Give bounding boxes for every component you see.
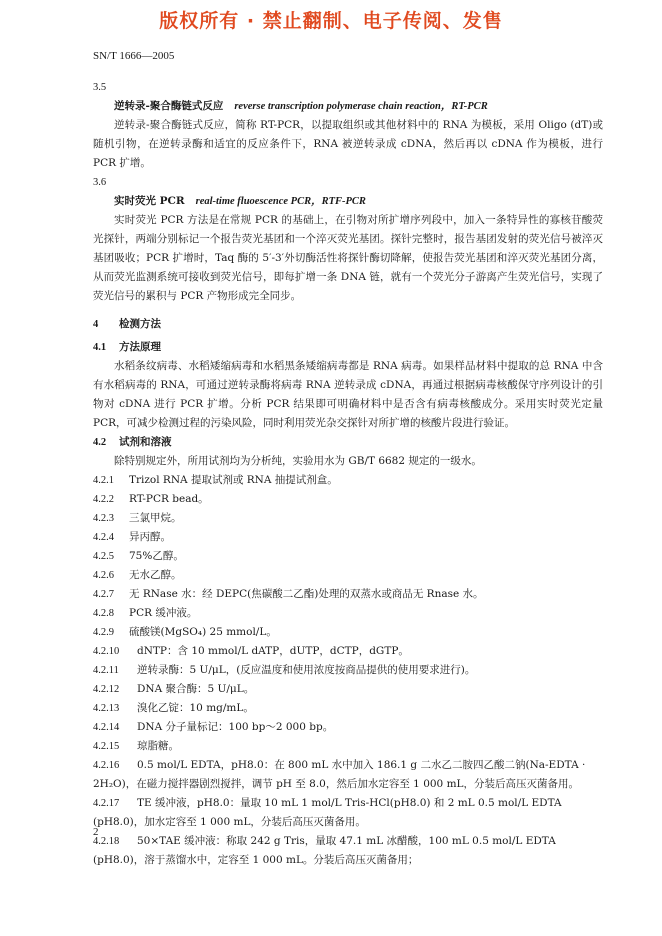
list-item	[93, 737, 603, 756]
watermark: 版权所有 · 禁止翻制、电子传阅、发售	[159, 10, 503, 32]
item-text: dNTP：含 10 mmol/L dATP，dUTP，dCTP，dGTP。	[137, 645, 409, 657]
item-text: RT-PCR bead。	[129, 493, 209, 505]
item-number: 4.2.12	[93, 684, 120, 695]
item-number: 4.2.2	[93, 494, 114, 505]
item-text: Trizol RNA 提取试剂或 RNA 抽提试剂盒。	[129, 474, 338, 486]
item-number: 4.2.11	[93, 665, 119, 676]
section-4-1-text: 水稻条纹病毒、水稻矮缩病毒和水稻黑条矮缩病毒都是 RNA 病毒。如果样品材料中提取的总 RNA 中含有水稻病毒的 RNA，可通过逆转录酶将病毒 RNA 逆转录成 cDNA，再通过根据病毒核酸保守序列设计的引物对 cDNA 进行 PCR 扩增。分析 PCR 结果即可明确材料中是否含有病毒核酸成分。采用实时荧光定量 PCR，可减少检测过程的污染风险，同时利用荧光杂交探针对所扩增的核酸片段进行验证。	[93, 360, 603, 429]
list-item	[93, 832, 603, 870]
item-text: 75%乙醇。	[129, 550, 184, 562]
item-text: 50×TAE 缓冲液：称取 242 g Tris，量取 47.1 mL 冰醋酸，100 mL 0.5 mol/L EDTA (pH8.0)，溶于蒸馏水中，定容至 1 000 mL。分装后高压灭菌备用；	[93, 835, 556, 866]
list-item	[93, 509, 603, 528]
item-number: 4.2.14	[93, 722, 120, 733]
list-item	[93, 699, 603, 718]
item-number: 4.2.17	[93, 798, 120, 809]
item-number: 4.2.18	[93, 836, 120, 847]
item-number: 4.2.13	[93, 703, 120, 714]
list-item	[93, 471, 603, 490]
section-title: 检测方法	[119, 318, 161, 330]
item-text: 无水乙醇。	[129, 569, 182, 581]
section-3-5-term	[93, 97, 603, 116]
list-item	[93, 604, 603, 623]
item-text: DNA 分子量标记：100 bp～2 000 bp。	[137, 721, 334, 733]
list-item	[93, 680, 603, 699]
item-number: 4.2.15	[93, 741, 120, 752]
section-3-6-definition: 实时荧光 PCR 方法是在常规 PCR 的基础上，在引物对所扩增序列段中，加入一条特异性的寡核苷酸荧光探针，两端分别标记一个报告荧光基团和一个淬灭荧光基团。探针完整时，报告基团发射的荧光信号被淬灭基团吸收；PCR 扩增时，Taq 酶的 5′-3′外切酶活性将探针酶切降解，使报告荧光基团和淬灭荧光基团分离，从而荧光监测系统可接收到荧光信号，即每扩增一条 DNA 链，就有一个荧光分子游离产生荧光信号，实现了荧光信号的累积与 PCR 产物形成完全同步。	[93, 214, 603, 302]
section-3-5-definition: 逆转录-聚合酶链式反应，简称 RT-PCR，以提取组织或其他材料中的 RNA 为模板，采用 Oligo (dT)或随机引物，在逆转录酶和适宜的反应条件下，RNA 被逆转录成 cDNA，然后再以 cDNA 作为模板，进行 PCR 扩增。	[93, 119, 603, 169]
section-4-2-intro: 除特别规定外，所用试剂均为分析纯，实验用水为 GB/T 6682 规定的一级水。	[114, 455, 482, 467]
section-3-6-number: 3.6	[93, 177, 107, 188]
item-text: 溴化乙锭：10 mg/mL。	[137, 702, 254, 714]
list-item	[93, 528, 603, 547]
list-item	[93, 718, 603, 737]
section-number: 4.2	[93, 437, 107, 448]
item-number: 4.2.9	[93, 627, 114, 638]
item-text: 异丙醇。	[129, 531, 171, 543]
standard-code: SN/T 1666—2005	[93, 50, 175, 62]
section-4-2-heading	[93, 433, 603, 452]
list-item	[93, 547, 603, 566]
item-text: 无 RNase 水：经 DEPC(焦碳酸二乙酯)处理的双蒸水或商品无 Rnase 水。	[129, 588, 484, 600]
reagent-list	[93, 471, 603, 870]
document-body	[93, 78, 603, 870]
item-text: 逆转录酶：5 U/μL，(反应温度和使用浓度按商品提供的使用要求进行)。	[137, 664, 476, 676]
item-text: 0.5 mol/L EDTA，pH8.0：在 800 mL 水中加入 186.1 g 二水乙二胺四乙酸二钠(Na-EDTA · 2H₂O)，在磁力搅拌器剧烈搅拌，调节 pH 至 8.0，然后加水定容至 1 000 mL，分装后高压灭菌备用。	[93, 759, 586, 790]
item-number: 4.2.6	[93, 570, 114, 581]
page-number: 2	[93, 826, 99, 838]
item-text: PCR 缓冲液。	[129, 607, 198, 619]
term-cn: 实时荧光 PCR	[114, 195, 185, 207]
item-number: 4.2.3	[93, 513, 114, 524]
item-number: 4.2.16	[93, 760, 120, 771]
list-item	[93, 756, 603, 794]
list-item	[93, 585, 603, 604]
item-text: 三氯甲烷。	[129, 512, 182, 524]
item-text: 硫酸镁(MgSO₄) 25 mmol/L。	[129, 626, 277, 638]
list-item	[93, 794, 603, 832]
item-number: 4.2.8	[93, 608, 114, 619]
section-3-6-term	[93, 192, 603, 211]
term-en: real-time fluoescence PCR，RTF-PCR	[195, 196, 366, 207]
list-item	[93, 490, 603, 509]
list-item	[93, 642, 603, 661]
list-item	[93, 623, 603, 642]
term-en: reverse transcription polymerase chain reaction，RT-PCR	[234, 101, 488, 112]
item-number: 4.2.1	[93, 475, 114, 486]
section-title: 方法原理	[119, 341, 161, 353]
item-text: TE 缓冲液，pH8.0：量取 10 mL 1 mol/L Tris-HCl(pH8.0) 和 2 mL 0.5 mol/L EDTA (pH8.0)，加水定容至 1 000 mL，分装后高压灭菌备用。	[93, 797, 562, 828]
list-item	[93, 661, 603, 680]
section-4-1-heading	[93, 338, 603, 357]
item-number: 4.2.7	[93, 589, 114, 600]
section-4-heading	[93, 315, 603, 334]
section-title: 试剂和溶液	[119, 436, 172, 448]
section-3-5-number: 3.5	[93, 82, 107, 93]
item-number: 4.2.4	[93, 532, 114, 543]
list-item	[93, 566, 603, 585]
section-number: 4.1	[93, 342, 107, 353]
term-cn: 逆转录-聚合酶链式反应	[114, 100, 224, 112]
item-text: 琼脂糖。	[137, 740, 179, 752]
item-number: 4.2.10	[93, 646, 120, 657]
item-text: DNA 聚合酶：5 U/μL。	[137, 683, 255, 695]
item-number: 4.2.5	[93, 551, 114, 562]
section-number: 4	[93, 319, 99, 330]
